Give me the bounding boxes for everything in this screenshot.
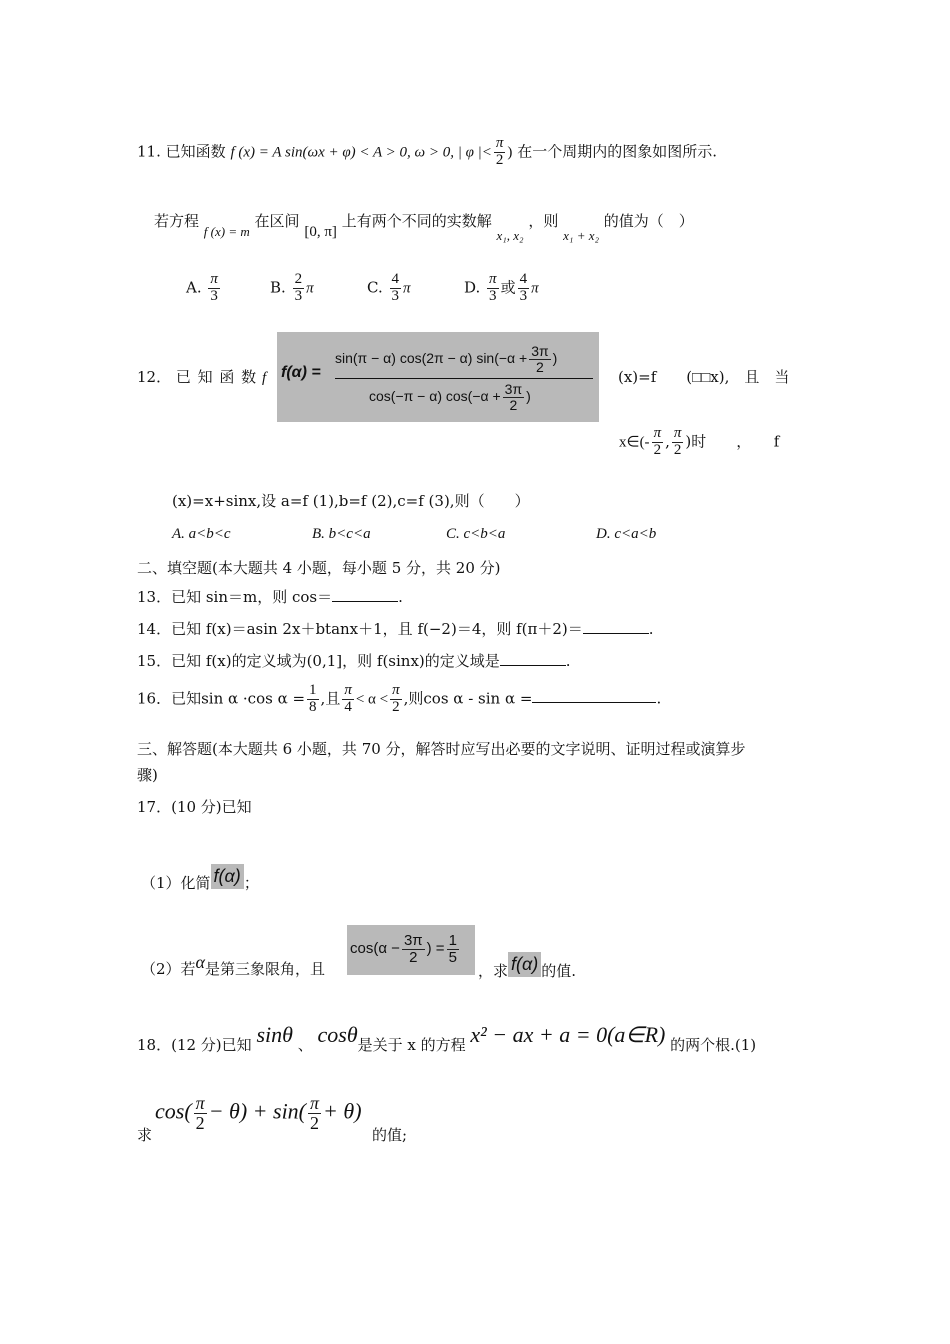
- q11-interval: [0, π]: [304, 224, 337, 240]
- q17-f-alpha-image-2: f(α): [508, 952, 541, 977]
- q11-caption: 在一个周期内的图象如图所示.: [517, 142, 717, 161]
- q11-line2: 若方程 f (x) = m 在区间 [0, π] 上有两个不同的实数解 x₁, x₂ ，则 x₁ + x₂ 的值为（ ）: [154, 212, 694, 243]
- q18-ask: 求: [137, 1126, 153, 1144]
- q12-domain: x∈(- $\frac{\pi}{2}$ , $\frac{\pi}{2}$ )时 ， f: [619, 425, 780, 458]
- q13: 13．已知 sin＝m，则 cos＝ .: [137, 588, 403, 606]
- q12-option-c: C. c<b<a: [446, 526, 506, 542]
- q11-sum: x₁ + x₂: [563, 228, 600, 243]
- q12-option-b: B. b<c<a: [312, 526, 371, 542]
- section3-heading-line1: 三、解答题(本大题共 6 小题，共 70 分，解答时应写出必要的文字说明、证明过程或演算步: [137, 740, 746, 758]
- q17-part2: （2）若α是第三象限角，且: [141, 952, 326, 978]
- q12-line3: (x)=x+sinx,设 a=f (1),b=f (2),c=f (3),则（ ）: [172, 492, 530, 510]
- q17-f-alpha-image: f(α): [211, 864, 244, 889]
- q11-equation: f (x) = m: [203, 224, 250, 239]
- q17-part1: （1）化简 f(α) ；: [141, 866, 259, 892]
- q11-option-a: A. $\frac{\pi}{3}$: [186, 271, 218, 304]
- q11-solutions: x₁, x₂: [496, 228, 524, 243]
- q14: 14．已知 f(x)＝asin 2x＋btanx＋1，且 f(−2)＝4，则 f(π＋2)＝ .: [137, 620, 654, 638]
- q18-head: 18．(12 分)已知 sinθ 、 cosθ是关于 x 的方程 x² − ax + a = 0(a∈R) 的两个根.(1): [137, 1022, 757, 1054]
- q11-line1: 11. 已知函数 f (x) = A sin(ωx + φ) < A > 0, ω > 0, | φ |< $\frac{\pi}{2}$ ) 在一个周期内的图象如图所示.: [137, 135, 717, 168]
- q12-formula-image: f(α) = sin(π − α) cos(2π − α) sin(−α + $\frac{3\pi}{2}$ ) cos(−π − α) cos(−α + $\frac{3\pi}{2}$ ): [277, 332, 599, 422]
- q12-option-a: A. a<b<c: [172, 526, 231, 542]
- q17-cos-condition-image: cos(α − $\frac{3\pi}{2}$ ) = $\frac{1}{5}$: [347, 925, 475, 975]
- q15: 15．已知 f(x)的定义域为(0,1]，则 f(sinx)的定义域是 .: [137, 652, 571, 670]
- q11-option-c: C. $\frac{4}{3}$ π: [367, 271, 411, 304]
- q12-continuation: (x)=f (□□x), 且 当: [618, 368, 790, 386]
- q12-formula-denominator: cos(−π − α) cos(−α + $\frac{3\pi}{2}$ ): [369, 381, 531, 413]
- q11-option-d: D. $\frac{\pi}{3}$ 或 $\frac{4}{3}$ π: [464, 271, 539, 304]
- q17-part2-tail: ，求 f(α) 的值.: [478, 954, 577, 980]
- q11-function: f (x) = A sin(ωx + φ) < A > 0, ω > 0, | φ |<: [230, 144, 492, 161]
- q18-equation: x² − ax + a = 0(a∈R): [470, 1022, 666, 1047]
- section2-heading: 二、填空题(本大题共 4 小题，每小题 5 分，共 20 分): [137, 559, 501, 577]
- q18-tail: 的值;: [372, 1126, 408, 1144]
- q12-option-d: D. c<a<b: [596, 526, 657, 542]
- q16: 16．已知sin α ·cos α = $\frac{1}{8}$ ,且 $\frac{\pi}{4}$ < α < $\frac{\pi}{2}$ ,则cos α - sin α = .: [137, 682, 662, 715]
- q17-head: 17．(10 分)已知: [137, 798, 252, 816]
- q11-intro: 已知函数: [165, 142, 226, 161]
- section3-heading-line2: 骤): [137, 766, 158, 784]
- q18-expression: cos( $\frac{\pi}{2}$ − θ) + sin( $\frac{\pi}{2}$ + θ): [155, 1093, 362, 1133]
- q11-number: 11.: [137, 142, 161, 161]
- q12-formula-numerator: sin(π − α) cos(2π − α) sin(−α + $\frac{3\pi}{2}$ ): [335, 343, 558, 375]
- q11-option-b: B. $\frac{2}{3}$ π: [270, 271, 314, 304]
- q12-intro: 12． 已 知 函 数 f: [137, 368, 267, 386]
- q11-pi-over-2: $\frac{\pi}{2}$: [495, 135, 504, 168]
